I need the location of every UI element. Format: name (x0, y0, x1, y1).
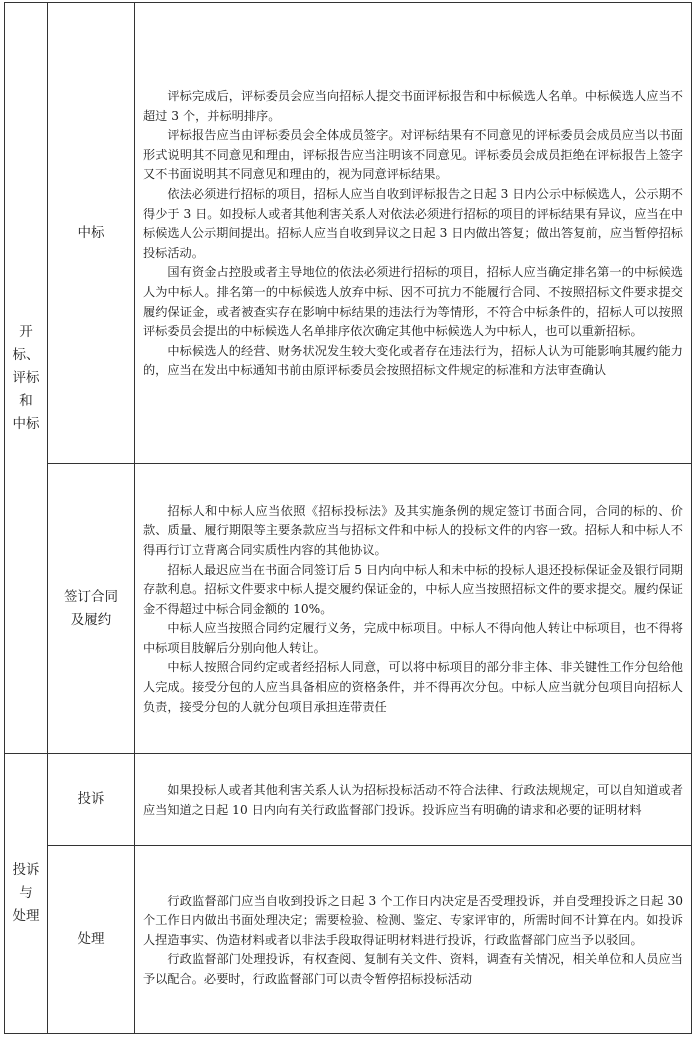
table-row (5, 464, 692, 754)
subcategory-label-line: 及履约 (70, 611, 112, 628)
paragraph: 招标人和中标人应当依照《招标投标法》及其实施条例的规定签订书面合同，合同的标的、价款、质量、履行期限等主要条款应当与招标文件和中标人的投标文件的内容一致。招标人和中标人不得再行订立背离合同实质性内容的其他协议。 (143, 503, 683, 557)
paragraph: 行政监督部门处理投诉，有权查阅、复制有关文件、资料，调查有关情况，相关单位和人员应当予以配合。必要时，行政监督部门可以责令暂停招标投标活动 (143, 952, 683, 986)
category-cell (5, 754, 48, 1034)
paragraph: 依法必须进行招标的项目，招标人应当自收到评标报告之日起 3 日内公示中标候选人，公示期不得少于 3 日。如投标人或者其他利害关系人对依法必须进行招标的项目的评标结果有异议，应当在中标候选人公示期间提出。招标人应当自收到异议之日起 3 日内做出答复；做出答复前，应当暂停招标投标活动。 (143, 187, 683, 260)
paragraph: 如果投标人或者其他利害关系人认为招标投标活动不符合法律、行政法规规定，可以自知道或者应当知道之日起 10 日内向有关行政监督部门投诉。投诉应当有明确的请求和必要的证明材料 (143, 782, 683, 817)
paragraph: 中标候选人的经营、财务状况发生较大变化或者存在违法行为，招标人认为可能影响其履约能力的，应当在发出中标通知书前由原评标委员会按照招标文件规定的标准和方法审查确认 (143, 343, 683, 378)
subcategory-cell (48, 464, 135, 754)
content-cell (135, 846, 692, 1034)
paragraph: 招标人最迟应当在书面合同签订后 5 日内向中标人和未中标的投标人退还投标保证金及银行同期存款利息。招标文件要求中标人提交履约保证金的，中标人应当按照招标文件的要求提交。履约保证金不得超过中标合同金额的 10%。 (143, 562, 683, 616)
table-row (5, 846, 692, 1034)
content-cell (135, 754, 692, 846)
category-label-line: 评标 (12, 369, 40, 386)
subcategory-label: 投诉 (77, 791, 105, 807)
paragraph: 评标报告应当由评标委员会全体成员签字。对评标结果有不同意见的评标委员会成员应当以书面形式说明其不同意见和理由，评标报告应当注明该不同意见。评标委员会成员拒绝在评标报告上签字又不书面说明其不同意见和理由的，视为同意评标结果。 (143, 128, 683, 182)
subcategory-cell (48, 3, 135, 464)
category-label-line: 开标、 (12, 323, 40, 363)
regulation-table (4, 2, 692, 1034)
subcategory-label: 中标 (77, 224, 105, 241)
category-label-line: 处理 (12, 908, 40, 924)
paragraph: 评标完成后，评标委员会应当向招标人提交书面评标报告和中标候选人名单。中标候选人应当不超过 3 个，并标明排序。 (143, 89, 683, 123)
category-label-line: 和 (19, 392, 33, 409)
table-row (5, 3, 692, 464)
paragraph: 行政监督部门应当自收到投诉之日起 3 个工作日内决定是否受理投诉，并自受理投诉之日起 30 个工作日内做出书面处理决定；需要检验、检测、鉴定、专家评审的，所需时间不计算在内。如投诉人捏造事实、伪造材料或者以非法手段取得证明材料进行投诉，行政监督部门应当予以驳回。 (143, 893, 683, 947)
paragraph: 中标人应当按照合同约定履行义务，完成中标项目。中标人不得向他人转让中标项目，也不得将中标项目肢解后分别向他人转让。 (143, 621, 683, 655)
category-label-line: 投诉 (12, 862, 40, 878)
paragraph: 中标人按照合同约定或者经招标人同意，可以将中标项目的部分非主体、非关键性工作分包给他人完成。接受分包的人应当具备相应的资格条件，并不得再次分包。中标人应当就分包项目向招标人负责，接受分包的人就分包项目承担连带责任 (143, 660, 683, 714)
content-cell (135, 3, 692, 464)
category-cell (5, 3, 48, 754)
content-cell (135, 464, 692, 754)
category-label-line: 与 (19, 885, 33, 901)
paragraph: 国有资金占控股或者主导地位的依法必须进行招标的项目，招标人应当确定排名第一的中标候选人为中标人。排名第一的中标候选人放弃中标、因不可抗力不能履行合同、不按照招标文件要求提交履约保证金，或者被查实存在影响中标结果的违法行为等情形，不符合中标条件的，招标人可以按照评标委员会提出的中标候选人名单排序依次确定其他中标候选人为中标人，也可以重新招标。 (143, 265, 683, 339)
subcategory-cell (48, 846, 135, 1034)
subcategory-cell (48, 754, 135, 846)
category-label-line: 中标 (12, 415, 40, 432)
subcategory-label-line: 签订合同 (64, 588, 118, 605)
subcategory-label: 处理 (77, 931, 105, 947)
table-row (5, 754, 692, 846)
